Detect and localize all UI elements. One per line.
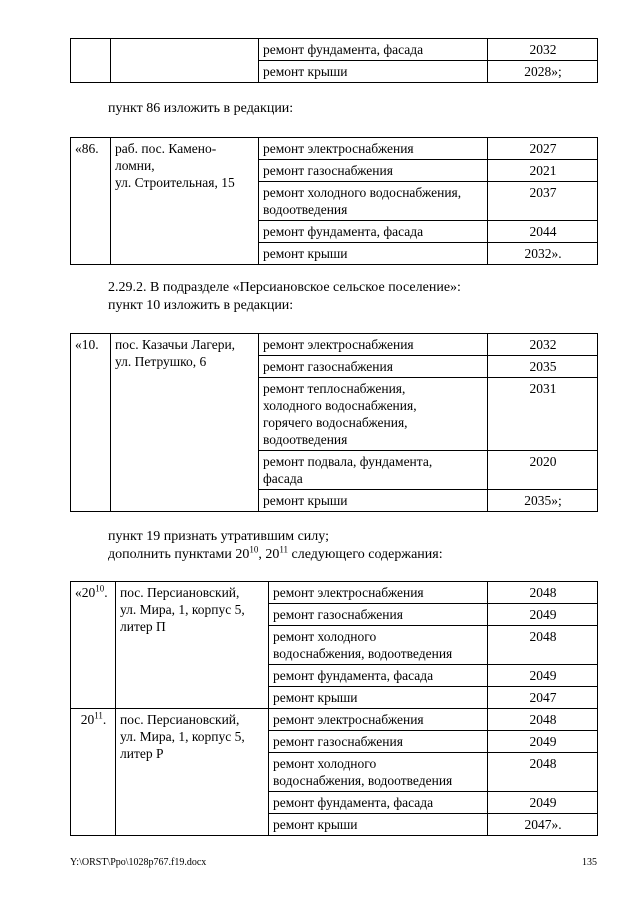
superscript: 11: [279, 544, 289, 555]
cell-num: [71, 39, 111, 83]
cell-address: пос. Казачьи Лагери, ул. Петрушко, 6: [111, 334, 259, 512]
cell-year: 2035»;: [488, 490, 598, 512]
table-row: [71, 138, 598, 160]
num-tail: .: [102, 712, 107, 727]
cell-num: «10.: [71, 334, 111, 512]
num-sup: 11: [94, 710, 103, 721]
num-base: 20: [80, 712, 95, 727]
cell-year: 2049: [488, 731, 598, 753]
cell-year: 2048: [488, 709, 598, 731]
cell-year: 2028»;: [488, 61, 598, 83]
table-row: [71, 39, 598, 61]
cell-work: ремонт электроснабжения: [259, 334, 488, 356]
cell-work: ремонт газоснабжения: [259, 160, 488, 182]
table-items-20: [70, 581, 598, 836]
cell-year: 2032».: [488, 243, 598, 265]
cell-num: [71, 709, 116, 836]
cell-work: ремонт фундамента, фасада: [259, 39, 488, 61]
cell-work: ремонт электроснабжения: [259, 138, 488, 160]
superscript: 10: [249, 544, 259, 555]
cell-work: ремонт подвала, фундамента, фасада: [259, 451, 488, 490]
table-row: [71, 709, 598, 731]
cell-year: 2049: [488, 792, 598, 814]
paragraph-text: следующего содержания:: [288, 547, 443, 562]
cell-work: ремонт газоснабжения: [269, 604, 488, 626]
cell-year: 2048: [488, 753, 598, 792]
cell-year: 2021: [488, 160, 598, 182]
cell-work: ремонт фундамента, фасада: [269, 792, 488, 814]
cell-work: ремонт крыши: [259, 490, 488, 512]
paragraph: пункт 86 изложить в редакции:: [108, 101, 294, 116]
cell-year: 2035: [488, 356, 598, 378]
cell-year: 2027: [488, 138, 598, 160]
cell-year: 2049: [488, 604, 598, 626]
cell-year: 2049: [488, 665, 598, 687]
cell-address: раб. пос. Камено- ломни, ул. Строительная, 15: [111, 138, 259, 265]
paragraph: [108, 546, 443, 563]
paragraph: пункт 10 изложить в редакции:: [108, 298, 294, 313]
cell-work: ремонт газоснабжения: [269, 731, 488, 753]
cell-year: 2044: [488, 221, 598, 243]
table-item-10: [70, 333, 598, 512]
table-row: [71, 334, 598, 356]
cell-num: [71, 582, 116, 709]
cell-work: ремонт газоснабжения: [259, 356, 488, 378]
table-continuation: [70, 38, 598, 83]
table-item-86: [70, 137, 598, 265]
num-tail: .: [104, 585, 108, 600]
cell-year: 2032: [488, 334, 598, 356]
cell-num: «86.: [71, 138, 111, 265]
cell-year: 2047: [488, 687, 598, 709]
footer-file-path: Y:\ORST\Ppo\1028p767.f19.docx: [70, 857, 207, 868]
paragraph: пункт 19 признать утратившим силу;: [108, 529, 329, 544]
cell-work: ремонт холодного водоснабжения, водоотведения: [269, 753, 488, 792]
cell-year: 2031: [488, 378, 598, 451]
num-base: «20: [75, 585, 96, 600]
cell-address: пос. Персиановский, ул. Мира, 1, корпус 5, литер П: [116, 582, 269, 709]
cell-year: 2037: [488, 182, 598, 221]
cell-work: ремонт фундамента, фасада: [259, 221, 488, 243]
cell-year: 2032: [488, 39, 598, 61]
paragraph-text: , 20: [258, 547, 280, 562]
cell-work: ремонт холодного водоснабжения, водоотведения: [259, 182, 488, 221]
cell-address: пос. Персиановский, ул. Мира, 1, корпус 5, литер Р: [116, 709, 269, 836]
table-row: [71, 582, 598, 604]
num-sup: 10: [95, 583, 105, 594]
cell-work: ремонт крыши: [259, 61, 488, 83]
cell-work: ремонт электроснабжения: [269, 709, 488, 731]
paragraph: 2.29.2. В подразделе «Персиановское сельское поселение»:: [108, 280, 461, 295]
cell-year: 2020: [488, 451, 598, 490]
cell-work: ремонт крыши: [269, 687, 488, 709]
footer-page-number: 135: [582, 857, 597, 868]
cell-work: ремонт крыши: [269, 814, 488, 836]
cell-work: ремонт электроснабжения: [269, 582, 488, 604]
cell-work: ремонт крыши: [259, 243, 488, 265]
cell-address: [111, 39, 259, 83]
paragraph-text: дополнить пунктами 20: [108, 547, 250, 562]
cell-work: ремонт теплоснабжения, холодного водоснабжения, горячего водоснабжения, водоотведения: [259, 378, 488, 451]
cell-work: ремонт холодного водоснабжения, водоотведения: [269, 626, 488, 665]
cell-year: 2047».: [488, 814, 598, 836]
cell-year: 2048: [488, 626, 598, 665]
cell-work: ремонт фундамента, фасада: [269, 665, 488, 687]
cell-year: 2048: [488, 582, 598, 604]
